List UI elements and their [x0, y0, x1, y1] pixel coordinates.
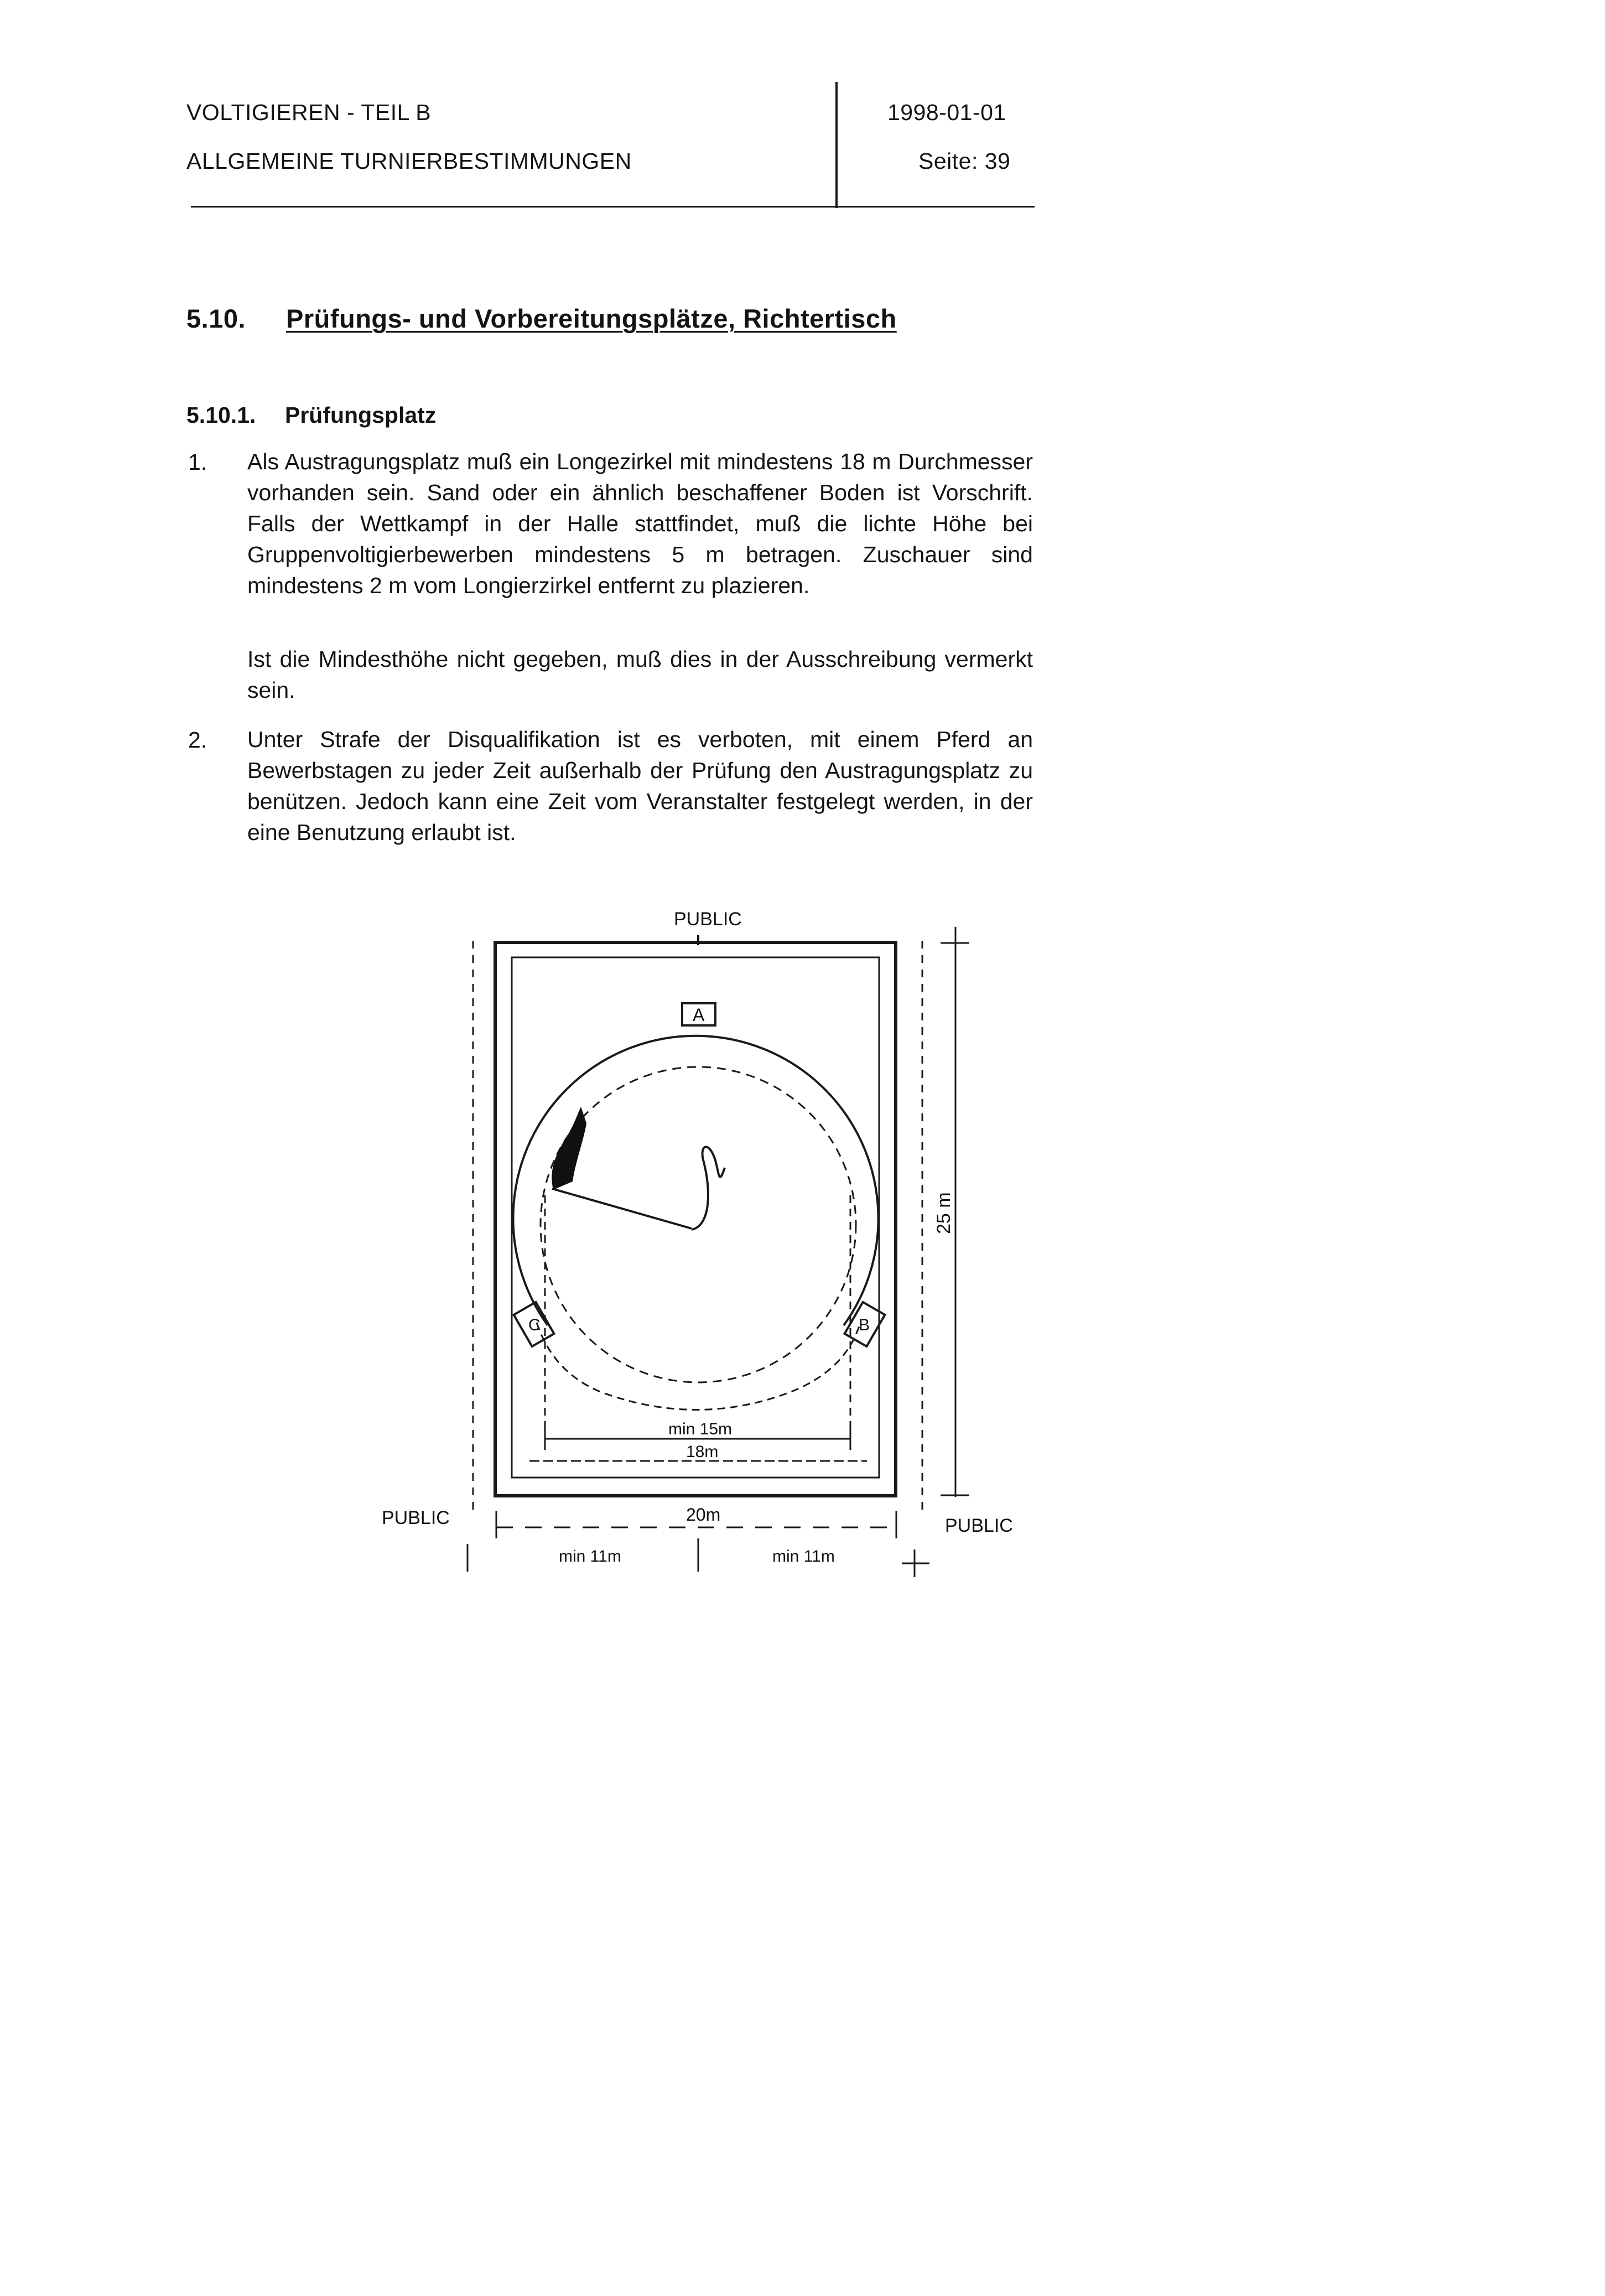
document-date: 1998-01-01 — [887, 100, 1006, 125]
lunge-circle-inner — [541, 1067, 856, 1382]
section-number: 5.10. — [186, 304, 246, 333]
min11-right-label: min 11m — [772, 1547, 835, 1566]
lunge-whip — [692, 1147, 725, 1230]
document-title-line1: VOLTIGIEREN - TEIL B — [186, 100, 432, 125]
document-title-line2: ALLGEMEINE TURNIERBESTIMMUNGEN — [186, 148, 632, 174]
judge-a-label: A — [693, 1005, 705, 1025]
item-paragraph: Unter Strafe der Disqualifikation ist es verboten, mit einem Pferd an Bewerbstagen zu jeder Zeit außerhalb der Prüfung den Austragungsplatz zu benützen. Jedoch kann eine Zeit vom Veranstalter festgelegt werden, in der eine Benutzung erlaubt ist. — [247, 727, 1033, 845]
lunge-circle-lower-arc — [537, 1323, 860, 1410]
public-label-right: PUBLIC — [945, 1515, 1013, 1536]
section-title: Prüfungs- und Vorbereitungsplätze, Richtertisch — [286, 304, 897, 333]
subsection-number: 5.10.1. — [186, 402, 256, 428]
min15-dimension-label: min 15m — [668, 1420, 733, 1438]
item-paragraph: Als Austragungsplatz muß ein Longezirkel mit mindestens 18 m Durchmesser vorhanden sein. Sand oder ein ähnlich beschaffener Boden ist Vorschrift. Falls der Wettkampf in der Halle stattfindet, muß die lichte Höhe bei Gruppenvoltigierbewerben mindestens 5 m betragen. Zuschauer sind mindestens 2 m vom Longierzirkel entfernt zu plazieren. — [247, 449, 1033, 598]
public-label-left: PUBLIC — [382, 1507, 450, 1528]
dim18-dimension-label: 18m — [686, 1443, 719, 1461]
item-number: 1. — [188, 449, 207, 475]
public-label-top: PUBLIC — [674, 909, 742, 930]
item-paragraph: Ist die Mindesthöhe nicht gegeben, muß dies in der Ausschreibung vermerkt sein. — [247, 646, 1033, 703]
horse-shape — [552, 1107, 586, 1190]
judge-c-label: C — [528, 1316, 541, 1334]
width-dimension-label: 20m — [686, 1505, 721, 1525]
lunge-line — [552, 1189, 692, 1229]
min11-left-label: min 11m — [559, 1547, 621, 1566]
height-dimension-label: 25 m — [933, 1192, 954, 1234]
subsection-title: Prüfungsplatz — [285, 402, 437, 428]
page-number: Seite: 39 — [918, 148, 1011, 174]
judge-b-label: B — [859, 1316, 870, 1334]
item-number: 2. — [188, 727, 207, 753]
